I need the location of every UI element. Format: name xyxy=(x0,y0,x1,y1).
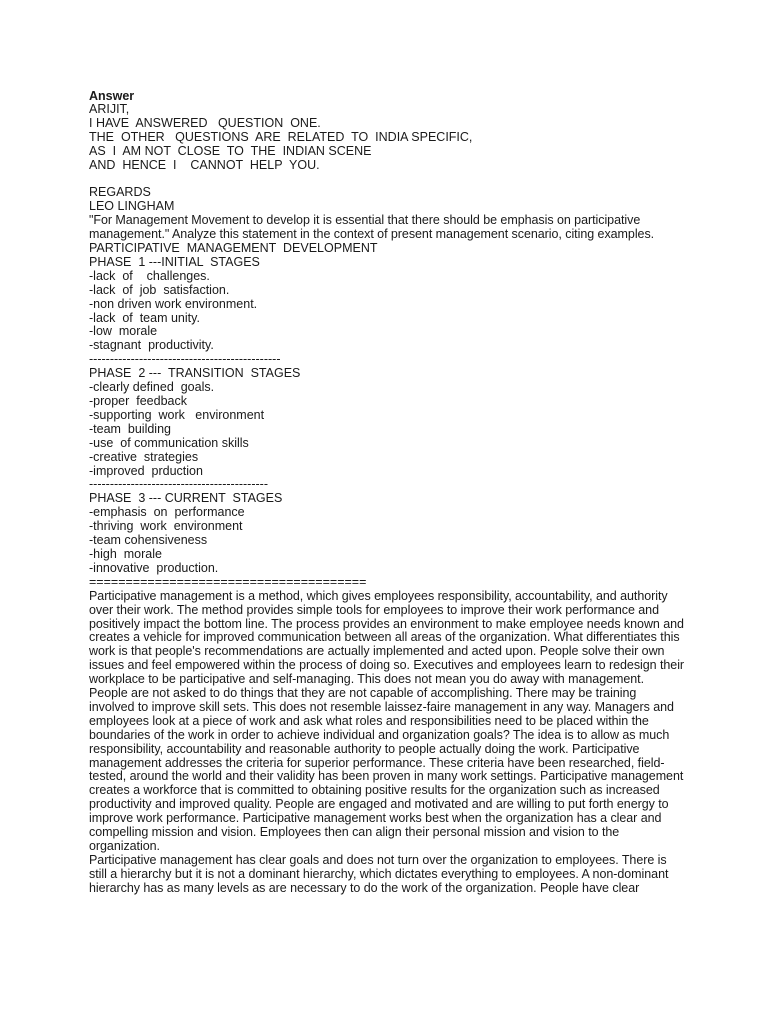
outline-item: -innovative production. xyxy=(89,560,219,575)
header-line: ARIJIT, xyxy=(89,102,130,116)
outline-item: -use of communication skills xyxy=(89,435,249,450)
outline-item: -low morale xyxy=(89,324,158,339)
blank-line xyxy=(89,173,689,187)
outline-item: -improved prduction xyxy=(89,463,203,478)
header-line: THE OTHER QUESTIONS ARE RELATED TO INDIA SPECIFIC, xyxy=(89,129,473,144)
outline-item: -clearly defined goals. xyxy=(89,380,215,395)
signoff-line: LEO LINGHAM xyxy=(89,199,175,214)
outline-title: PARTICIPATIVE MANAGEMENT DEVELOPMENT xyxy=(89,241,378,256)
document-page xyxy=(89,89,689,896)
body-paragraph: Participative management is a method, which gives employees responsibility, accountability, and authority over their work. The method provides simple tools for employees to improve their work performance and positively impact the bottom line. The process provides an environment to make employee needs known and creates a vehicle for improved communication between all areas of the organization. What differentiates this work is that people's recommendations are actually implemented and acted upon. People solve their own issues and feel empowered within the process of doing so. Executives and employees learn to redesign their workplace to be participative and self-managing. This does not mean you do away with management. People are not asked to do things that they are not capable of accomplishing. There may be training involved to improve skill sets. This does not resemble laissez-faire management in any way. Managers and employees look at a piece of work and ask what roles and responsibilities need to be placed within the boundaries of the work in order to achieve individual and organization goals? The idea is to allow as much responsibility, accountability and reasonable authority to people actually doing the work. Participative management addresses the criteria for superior performance. These criteria have been researched, field-tested, around the world and their validity has been proven in many work settings. Participative management creates a workforce that is committed to obtaining positive results for the organization such as increased productivity and improved quality. People are engaged and motivated and are willing to put forth energy to improve work performance. Participative management works best when the organization has a clear and compelling mission and vision. Employees then can align their personal mission and vision to the organization. xyxy=(89,588,685,854)
header-line: AND HENCE I CANNOT HELP YOU. xyxy=(89,157,320,172)
divider-line: ------------------------------------------- xyxy=(89,477,268,492)
outline-item: -lack of job satisfaction. xyxy=(89,282,230,297)
divider-line: ---------------------------------------------- xyxy=(89,352,281,367)
outline-item: -creative strategies xyxy=(89,449,199,464)
outline-item: -team cohensiveness xyxy=(89,533,208,548)
header-line: AS I AM NOT CLOSE TO THE INDIAN SCENE xyxy=(89,143,372,158)
header-line: I HAVE ANSWERED QUESTION ONE. xyxy=(89,115,321,130)
signoff-line: REGARDS xyxy=(89,185,151,200)
phase-heading: PHASE 1 ---INITIAL STAGES xyxy=(89,254,260,269)
outline-item: -proper feedback xyxy=(89,394,187,409)
phase-heading: PHASE 2 --- TRANSITION STAGES xyxy=(89,366,301,381)
outline-item: -emphasis on performance xyxy=(89,505,245,520)
outline-item: -lack of team unity. xyxy=(89,310,200,325)
outline-item: -thriving work environment xyxy=(89,519,243,534)
outline-item: -high morale xyxy=(89,546,162,561)
question-text: "For Management Movement to develop it is essential that there should be emphasis on participative management." Analyze this statement in the context of present management scenario, citing examples. xyxy=(89,213,655,242)
phase-heading: PHASE 3 --- CURRENT STAGES xyxy=(89,491,283,506)
answer-heading: Answer xyxy=(89,89,135,103)
outline-item: -supporting work environment xyxy=(89,407,265,422)
body-paragraph: Participative management has clear goals and does not turn over the organization to employees. There is still a hierarchy but it is not a dominant hierarchy, which dictates everything to employees. A non-dominant hierarchy has as many levels as are necessary to do the work of the organization. People have clear xyxy=(89,852,669,895)
outline-item: -team building xyxy=(89,421,171,436)
outline-item: -non driven work environment. xyxy=(89,296,258,311)
outline-item: -lack of challenges. xyxy=(89,268,210,283)
outline-item: -stagnant productivity. xyxy=(89,338,214,353)
divider-line: ====================================== xyxy=(89,574,367,589)
